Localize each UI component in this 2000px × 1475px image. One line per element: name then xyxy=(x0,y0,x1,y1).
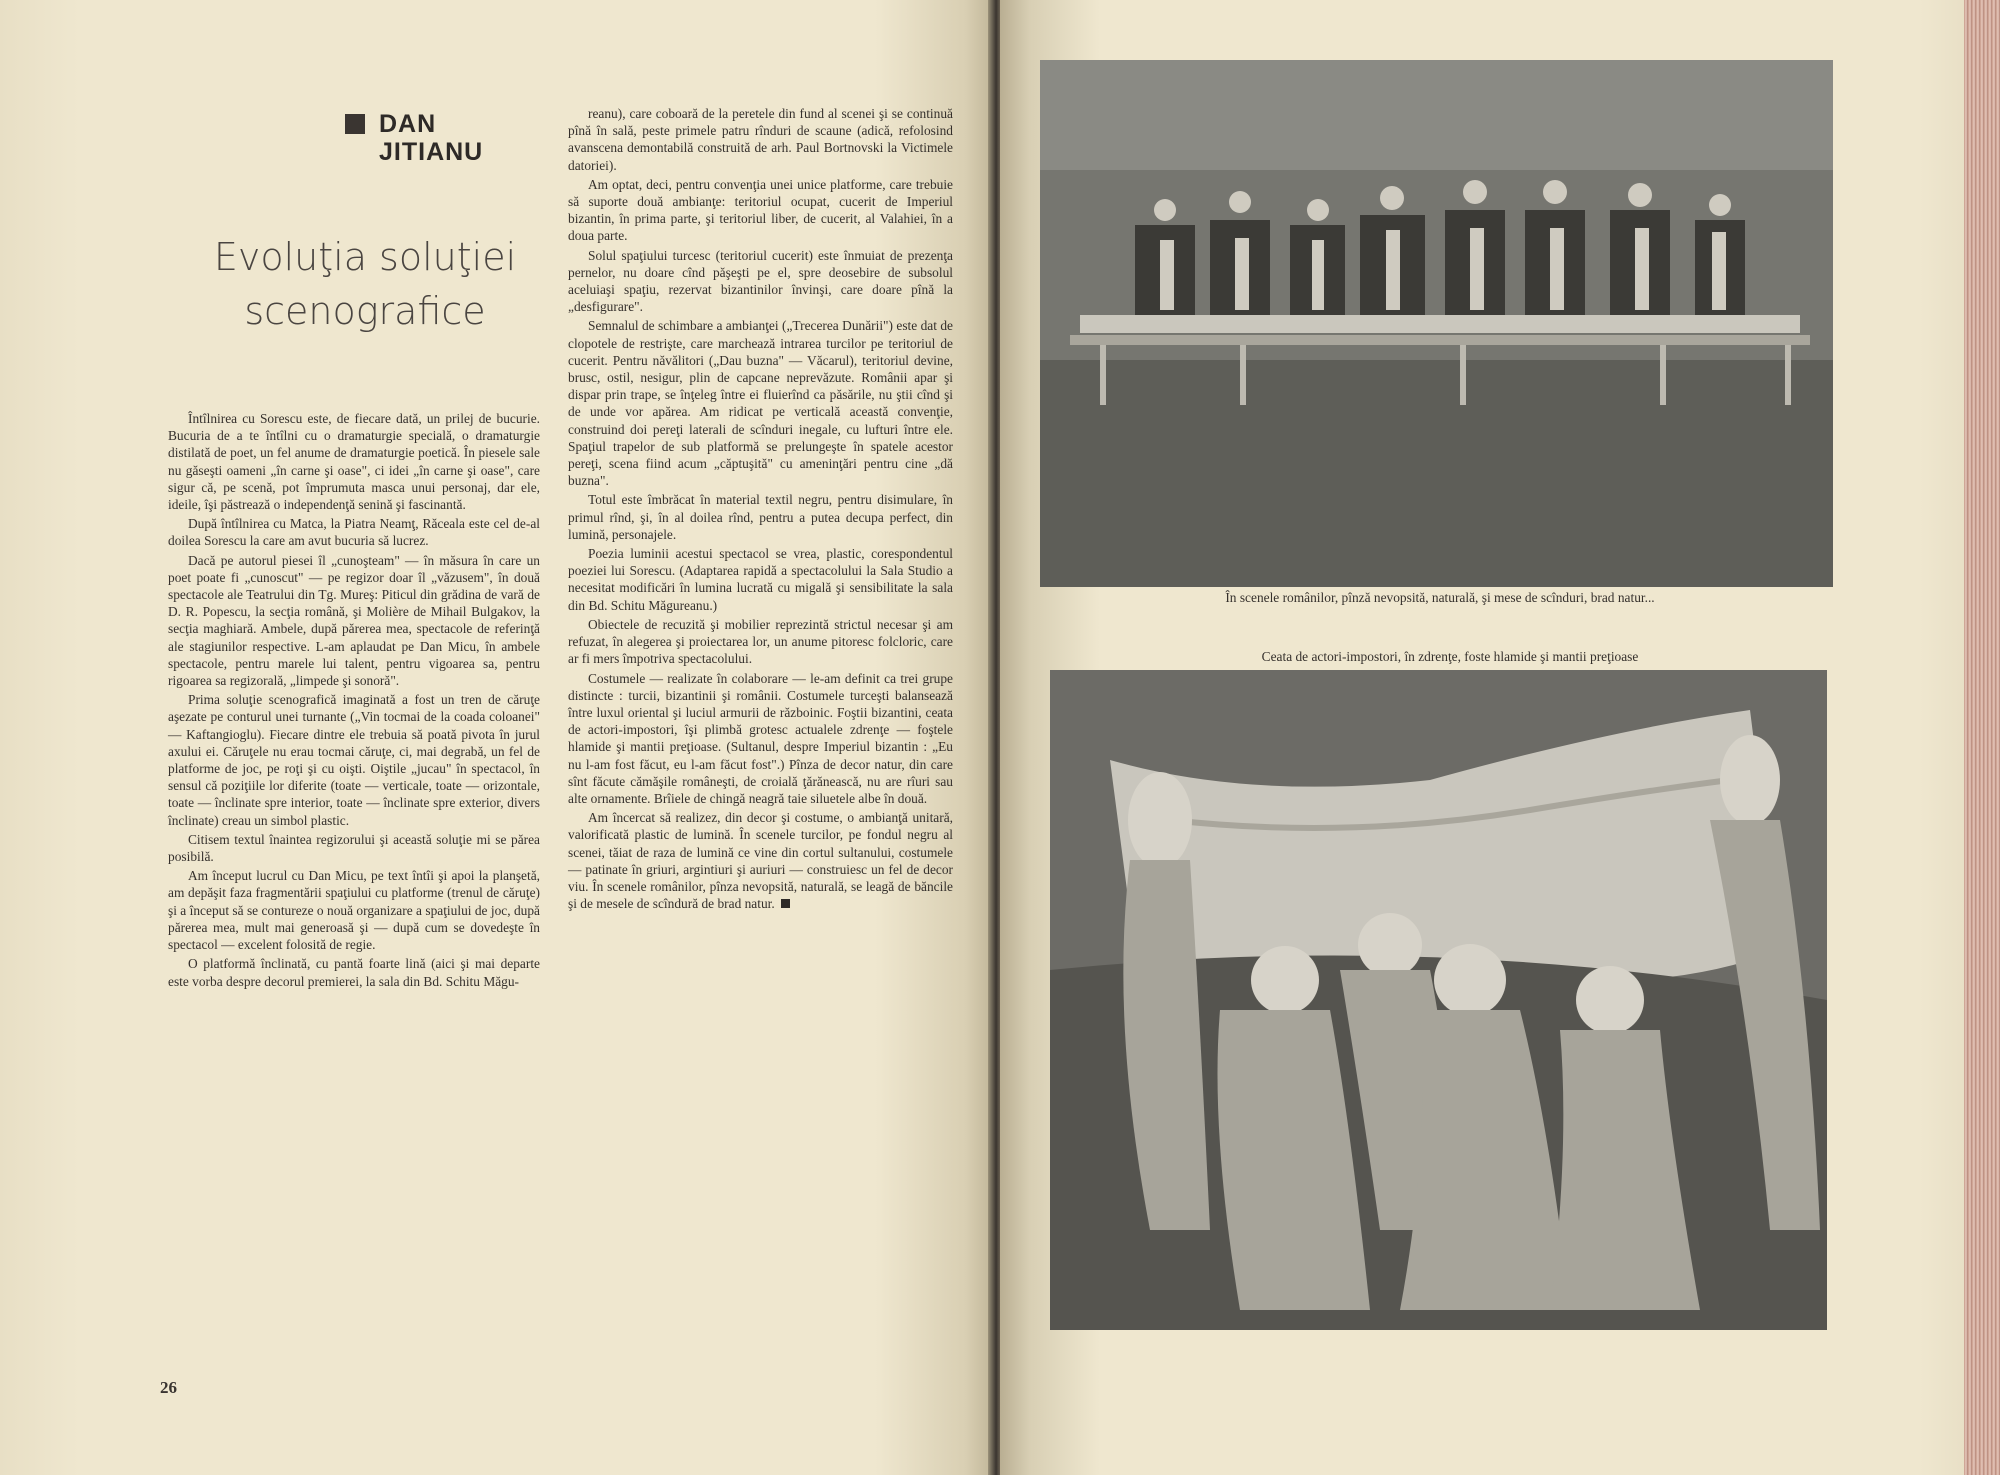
paragraph: După întîlnirea cu Matca, la Piatra Neamţ, Răceala este cel de-al doilea Sorescu la care am avut bucuria să lucrez. xyxy=(168,516,540,549)
text-column-right xyxy=(568,105,953,914)
paragraph: Costumele — realizate în colaborare — le-am definit ca trei grupe distincte : turcii, bizantinii şi românii. Costumele turceşti balansează între luxul oriental şi luciul armurii de războinic. Foştii bizantini, ceata de actori-impostori, îşi plimbă grotesc actualele zdrenţe — foştele hlamide şi mantii preţioase. (Sultanul, despre Imperiul bizantin : „Eu nu l-am fost făcut, eu l-am făcut fost".) Pînza de decor natur, din care sînt făcute cămăşile româneşti, de croială ţărănească, nu are rîuri sau alte ornamente. Brîiele de chingă neagră taie siluetele albe în două. xyxy=(568,670,953,806)
paragraph xyxy=(568,809,953,912)
paragraph: O platformă înclinată, cu pantă foarte lină (aici şi mai departe este vorba despre decorul premierei, la sala din Bd. Schitu Măgu- xyxy=(168,956,540,989)
stage-photo-impostors-image xyxy=(1050,670,1827,1330)
paragraph: Semnalul de schimbare a ambianţei („Trecerea Dunării") este dat de clopotele de restrişte, care marchează intrarea turcilor pe teritoriul de cucerit. Pentru năvălitori („Dau buzna" — Văcarul), teritoriul devine, brusc, ostil, nesigur, plin de capcane neprevăzute. Românii apar şi dispar prin trape, se înţeleg între ei fluierînd ca păsările, nu ştii cînd şi de unde vor apărea. Am ridicat pe verticală această convenţie, construind doi pereţi laterali de scînduri inegale, cu lufturi între ele. Spaţiul trapelor de sub platformă se prelungeşte în spatele acestor pereţi, scena fiind acum „căptuşită" cu ameninţări pentru cine „dă buzna". xyxy=(568,318,953,489)
title-line-1: Evoluţia soluţiei xyxy=(213,235,517,279)
paragraph: Dacă pe autorul piesei îl „cunoşteam" — în măsura în care un poet poate fi „cunoscut" — pe regizor doar îl „văzusem", în două spectacole ale Teatrului din Tg. Mureş: Piticul din grădina de vară de D. R. Popescu, la secţia română, şi Molière de Mihail Bulgakov, la secţia maghiară. Ambele, după părerea mea, spectacole de referinţă ale stagiunilor respective. L-am aplaudat pe Dan Micu, în ambele spectacole, pentru marele lui talent, pentru vigoarea sa, pentru rigoarea sa regizorală, „limpede şi sonoră". xyxy=(168,552,540,689)
end-of-article-icon xyxy=(781,899,790,908)
stage-photo-romanians xyxy=(1040,60,1833,587)
photo-caption-bottom: Ceata de actori-impostori, în zdrenţe, foste hlamide şi mantii preţioase xyxy=(1261,649,1639,664)
author-first-name: DAN xyxy=(379,110,437,138)
title-line-2: scenografice xyxy=(244,289,486,333)
stage-photo-romanians-image xyxy=(1040,60,1833,587)
author-last-name: JITIANU xyxy=(379,138,484,166)
paragraph: Solul spaţiului turcesc (teritoriul cucerit) este înmuiat de prezenţa pernelor, nu doare cînd păşeşti pe el, spre deosebire de subsolul aceluiaşi spaţiu, rezervat bizantinilor învinşi, care doare pînă la „desfigurare". xyxy=(568,247,953,315)
paragraph: Obiectele de recuzită şi mobilier reprezintă strictul necesar şi am refuzat, în alegerea şi proiectarea lor, un anume pitoresc folcloric, care ar fi mers împotriva spectacolului. xyxy=(568,616,953,667)
author-block xyxy=(345,110,483,166)
left-page xyxy=(0,0,995,1475)
paragraph: Am început lucrul cu Dan Micu, pe text întîi şi apoi la planşetă, am depăşit faza fragmentării spaţiului cu platforme (trenul de căruţe) şi a început să se contureze o nouă organizare a spaţiului de joc, după părerea mea, mult mai generoasă şi — după cum se dovedeşte în spectacol — excelent folosită de regie. xyxy=(168,868,540,953)
paragraph: Citisem textul înaintea regizorului şi aceastǎ soluţie mi se părea posibilă. xyxy=(168,831,540,865)
paragraph: Totul este îmbrăcat în material textil negru, pentru disimulare, în primul rînd, şi, în al doilea rînd, pentru a putea decupa perfect, din lumină, personajele. xyxy=(568,492,953,542)
paragraph: reanu), care coboară de la peretele din fund al scenei şi se continuă pînă în sală, peste primele patru rînduri de scaune (adică, refolosind avanscena demontabilă construită de arh. Paul Bortnovski la Victimele datoriei). xyxy=(568,106,953,173)
paragraph: Prima soluţie scenografică imaginată a fost un tren de căruţe aşezate pe conturul unei turnante („Vin tocmai de la coada coloanei" — Kaftangioglu). Fiecare dintre ele trebuia să poată pivota în jurul axului ei. Căruţele nu erau tocmai căruţe, ci, mai degrabă, un fel de platforme de joc, pe roţi şi cu oişti. Oiştile „jucau" în spectacol, în sensul că poziţiile lor diferite (toate — verticale, toate — orizontale, toate — înclinate spre interior, toate — înclinate spre exterior, divers înclinate) creau un simbol plastic. xyxy=(168,692,540,828)
paragraph: Poezia luminii acestui spectacol se vrea, plastic, corespondentul poeziei lui Sorescu. (Adaptarea rapidă a spectacolului la Sala Studio a necesitat modificări în lumina lucrată cu migală şi sensibilitate la sala din Bd. Schitu Măgureanu.) xyxy=(568,546,953,613)
article-title xyxy=(200,230,530,338)
paragraph-text: Am încercat să realizez, din decor şi costume, o ambianţă unitară, valorificată plastic de lumină. În scenele turcilor, pe fondul negru al scenei, tăiat de raza de lumină ce vine din cortul sultanului, costumele — patinate în griuri, argintiuri şi auriuri — construiesc un fel de decor viu. În scenele românilor, pînza nevopsită, naturală, se leagă de băncile şi de mesele de scîndură de brad natur. xyxy=(568,810,953,912)
author-name xyxy=(379,110,483,166)
page-number: 26 xyxy=(160,1378,177,1397)
author-square-icon xyxy=(345,114,365,134)
text-column-left xyxy=(168,410,540,992)
photo-caption-top: În scenele românilor, pînză nevopsită, naturală, şi mese de scînduri, brad natur... xyxy=(1225,590,1655,605)
stage-photo-impostors xyxy=(1050,670,1827,1330)
paragraph: Întîlnirea cu Sorescu este, de fiecare dată, un prilej de bucurie. Bucuria de a te întîlni cu o dramaturgie specială, o dramaturgie distilată de poet, un fel anume de dramaturgie poetică. În piesele sale nu găseşti oameni „în carne şi oase", ci idei „în carne şi oase", care sigur că, pe scenă, pot împrumuta masca unui personaj, dar ele, ideile, îşi păstrează o independenţă senină şi fascinantă. xyxy=(168,411,540,513)
paragraph: Am optat, deci, pentru convenţia unei unice platforme, care trebuie să suporte două ambianţe: teritoriul ocupat, cucerit de Imperiul bizantin, în prima parte, şi teritoriul liber, de cucerit, al Valahiei, în a doua parte. xyxy=(568,176,953,244)
page-edges xyxy=(1964,0,2000,1475)
